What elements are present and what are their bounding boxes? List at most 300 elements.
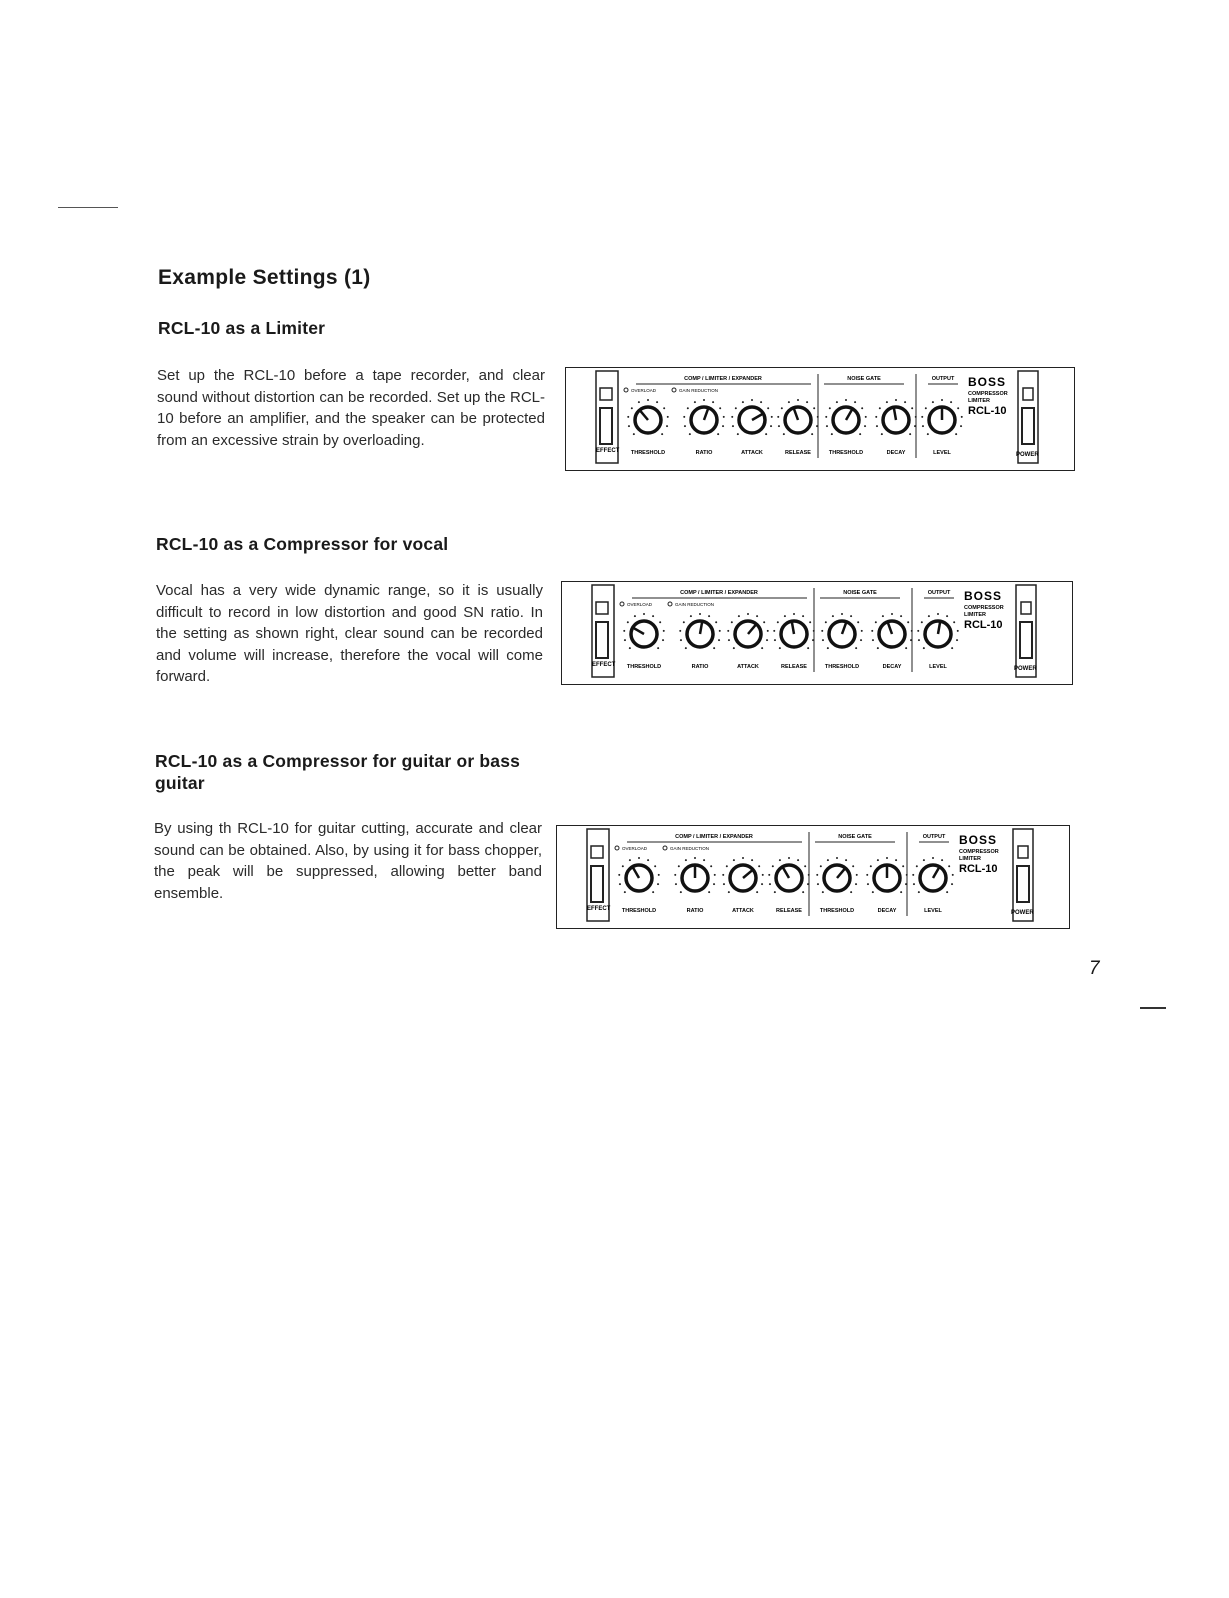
knob-label: DECAY xyxy=(882,664,902,670)
knob-tick xyxy=(917,630,919,632)
knob-tick xyxy=(690,615,692,617)
knob-tick xyxy=(687,407,689,409)
knob-tick xyxy=(747,613,749,615)
knob-tick xyxy=(722,425,724,427)
knob-tick xyxy=(751,399,753,401)
model-name: RCL-10 xyxy=(968,405,1007,417)
knob-tick xyxy=(845,859,847,861)
knob-tick xyxy=(731,621,733,623)
knob-tick xyxy=(689,433,691,435)
knob-tick xyxy=(822,891,824,893)
knob-tick xyxy=(813,630,815,632)
knob-tick xyxy=(829,407,831,409)
knob-label: THRESHOLD xyxy=(819,908,855,914)
knob-tick xyxy=(941,859,943,861)
knob-tick xyxy=(900,891,902,893)
knob-tick xyxy=(760,401,762,403)
knob-tick xyxy=(955,433,957,435)
device-type: COMPRESSOR xyxy=(968,391,1008,397)
knob-tick xyxy=(905,883,907,885)
knob-tick xyxy=(871,630,873,632)
knob-tick xyxy=(932,857,934,859)
knob-tick xyxy=(735,407,737,409)
scan-mark xyxy=(1140,1007,1166,1009)
gain-reduction-led xyxy=(663,846,667,850)
knob-tick xyxy=(816,425,818,427)
knob-tick xyxy=(865,416,867,418)
knob-tick xyxy=(882,615,884,617)
knob-tick xyxy=(961,416,963,418)
knob-tick xyxy=(761,883,763,885)
knob-tick xyxy=(856,874,858,876)
output-section-label: OUTPUT xyxy=(922,834,946,840)
knob-tick xyxy=(864,425,866,427)
brand-logo: BOSS xyxy=(968,375,1007,389)
knob-tick xyxy=(767,630,769,632)
knob-tick xyxy=(855,647,857,649)
knob-tick xyxy=(825,416,827,418)
knob-tick xyxy=(652,615,654,617)
power-label: POWER xyxy=(1014,666,1037,672)
knob-label: LEVEL xyxy=(933,450,951,456)
knob-tick xyxy=(675,883,677,885)
knob-tick xyxy=(777,621,779,623)
knob-tick xyxy=(950,401,952,403)
effect-label: EFFECT xyxy=(596,448,620,454)
effect-label: EFFECT xyxy=(587,906,611,912)
overload-led xyxy=(624,388,628,392)
knob-tick xyxy=(902,865,904,867)
knob-tick xyxy=(797,859,799,861)
knob-tick xyxy=(683,621,685,623)
knob-tick xyxy=(718,639,720,641)
knob-tick xyxy=(914,425,916,427)
section-heading-vocal: RCL-10 as a Compressor for vocal xyxy=(156,534,449,554)
knob-tick xyxy=(723,416,725,418)
section-heading-limiter: RCL-10 as a Limiter xyxy=(158,318,326,338)
knob-tick xyxy=(951,647,953,649)
knob-tick xyxy=(804,865,806,867)
knob-tick xyxy=(875,416,877,418)
knob-tick xyxy=(712,401,714,403)
effect-led xyxy=(596,602,608,614)
knob-tick xyxy=(866,874,868,876)
knob-tick xyxy=(807,883,809,885)
knob-label: ATTACK xyxy=(732,908,754,914)
knob-tick xyxy=(895,859,897,861)
knob-label: ATTACK xyxy=(741,450,763,456)
knob-tick xyxy=(737,433,739,435)
power-switch xyxy=(1022,408,1034,444)
knob-tick xyxy=(683,416,685,418)
knob-tick xyxy=(957,407,959,409)
knob-tick xyxy=(680,891,682,893)
knob-tick xyxy=(647,859,649,861)
gate-section-label: NOISE GATE xyxy=(838,834,872,840)
knob-tick xyxy=(913,883,915,885)
knob-tick xyxy=(797,399,799,401)
page-number: 7 xyxy=(1089,958,1100,979)
knob-tick xyxy=(836,857,838,859)
knob-tick xyxy=(957,630,959,632)
effect-switch xyxy=(600,408,612,444)
device-type: LIMITER xyxy=(964,612,986,618)
effect-led xyxy=(600,388,612,400)
knob-tick xyxy=(719,630,721,632)
knob-tick xyxy=(909,433,911,435)
knob-label: THRESHOLD xyxy=(621,908,657,914)
device-type: LIMITER xyxy=(959,856,981,862)
knob-tick xyxy=(845,399,847,401)
knob-tick xyxy=(855,883,857,885)
knob-tick xyxy=(765,433,767,435)
knob-tick xyxy=(728,639,730,641)
knob-tick xyxy=(638,857,640,859)
brand-logo: BOSS xyxy=(959,833,998,847)
knob-tick xyxy=(733,859,735,861)
knob-tick xyxy=(788,857,790,859)
knob-tick xyxy=(756,891,758,893)
power-led xyxy=(1018,846,1028,858)
knob-tick xyxy=(658,874,660,876)
knob-tick xyxy=(832,615,834,617)
knob-tick xyxy=(870,865,872,867)
knob-label: RATIO xyxy=(686,908,704,914)
knob-tick xyxy=(771,416,773,418)
knob-label: DECAY xyxy=(877,908,897,914)
knob-tick xyxy=(872,639,874,641)
overload-label: OVERLOAD xyxy=(622,846,648,851)
knob-tick xyxy=(633,433,635,435)
model-name: RCL-10 xyxy=(959,863,998,875)
knob-tick xyxy=(946,615,948,617)
power-label: POWER xyxy=(1011,910,1034,916)
knob-label: THRESHOLD xyxy=(630,450,666,456)
knob-tick xyxy=(781,407,783,409)
power-led xyxy=(1021,602,1031,614)
effect-switch xyxy=(591,866,603,902)
knob-tick xyxy=(895,399,897,401)
knob-label: LEVEL xyxy=(924,908,942,914)
knob-tick xyxy=(694,401,696,403)
knob-tick xyxy=(777,416,779,418)
comp-section-label: COMP / LIMITER / EXPANDER xyxy=(684,376,762,382)
panel-drawing xyxy=(557,826,1069,928)
knob-label: THRESHOLD xyxy=(626,664,662,670)
knob-tick xyxy=(875,621,877,623)
knob-tick xyxy=(666,425,668,427)
knob-tick xyxy=(773,630,775,632)
knob-tick xyxy=(768,874,770,876)
knob-tick xyxy=(923,647,925,649)
knob-tick xyxy=(623,630,625,632)
knob-tick xyxy=(946,891,948,893)
knob-tick xyxy=(708,615,710,617)
knob-tick xyxy=(879,407,881,409)
knob-tick xyxy=(772,865,774,867)
gate-section-label: NOISE GATE xyxy=(847,376,881,382)
knob-tick xyxy=(941,399,943,401)
knob-tick xyxy=(915,416,917,418)
knob-tick xyxy=(742,401,744,403)
knob-tick xyxy=(918,891,920,893)
knob-tick xyxy=(667,416,669,418)
knob-tick xyxy=(877,647,879,649)
section-text-limiter: Set up the RCL-10 before a tape recorder, and clear sound without distortion can be recorded. Set up the RCL-10 before an amplifier, and the speaker can be protected from an excessive strain by overloading. xyxy=(157,367,545,449)
knob-tick xyxy=(661,433,663,435)
knob-tick xyxy=(628,425,630,427)
device-type: COMPRESSOR xyxy=(959,849,999,855)
knob-tick xyxy=(717,433,719,435)
knob-tick xyxy=(622,865,624,867)
knob-tick xyxy=(817,883,819,885)
knob-tick xyxy=(881,433,883,435)
knob-tick xyxy=(857,621,859,623)
knob-tick xyxy=(728,891,730,893)
knob-tick xyxy=(904,401,906,403)
knob-tick xyxy=(733,647,735,649)
page-title: Example Settings (1) xyxy=(158,266,371,289)
knob-tick xyxy=(710,865,712,867)
knob-tick xyxy=(629,859,631,861)
knob-tick xyxy=(952,874,954,876)
knob-tick xyxy=(827,859,829,861)
knob-label: THRESHOLD xyxy=(824,664,860,670)
knob-tick xyxy=(708,891,710,893)
knob-tick xyxy=(727,630,729,632)
knob-tick xyxy=(731,416,733,418)
effect-led xyxy=(591,846,603,858)
knob-tick xyxy=(925,407,927,409)
knob-tick xyxy=(948,865,950,867)
knob-tick xyxy=(774,639,776,641)
knob-tick xyxy=(657,647,659,649)
knob-tick xyxy=(951,883,953,885)
comp-section-label: COMP / LIMITER / EXPANDER xyxy=(680,590,758,596)
knob-tick xyxy=(647,399,649,401)
knob-tick xyxy=(674,874,676,876)
knob-tick xyxy=(812,639,814,641)
knob-tick xyxy=(723,883,725,885)
knob-tick xyxy=(918,639,920,641)
knob-tick xyxy=(703,859,705,861)
knob-tick xyxy=(821,630,823,632)
knob-tick xyxy=(699,613,701,615)
knob-tick xyxy=(713,647,715,649)
knob-tick xyxy=(802,615,804,617)
knob-tick xyxy=(911,630,913,632)
knob-tick xyxy=(643,613,645,615)
knob-tick xyxy=(624,639,626,641)
knob-tick xyxy=(923,859,925,861)
knob-tick xyxy=(758,865,760,867)
section-text-guitar: By using th RCL-10 for guitar cutting, accurate and clear sound can be obtained. Also, by using it for bass chopper, the peak will be suppressed, allowing better band ensemble. xyxy=(154,820,542,902)
knob-tick xyxy=(912,874,914,876)
knob-tick xyxy=(876,425,878,427)
model-name: RCL-10 xyxy=(964,619,1003,631)
knob-tick xyxy=(694,857,696,859)
knob-tick xyxy=(732,425,734,427)
knob-tick xyxy=(659,621,661,623)
knob-tick xyxy=(703,399,705,401)
knob-tick xyxy=(822,639,824,641)
knob-tick xyxy=(813,407,815,409)
knob-tick xyxy=(662,639,664,641)
knob-tick xyxy=(678,865,680,867)
overload-led xyxy=(615,846,619,850)
knob-tick xyxy=(629,647,631,649)
output-section-label: OUTPUT xyxy=(927,590,951,596)
knob-tick xyxy=(685,859,687,861)
knob-tick xyxy=(761,647,763,649)
knob-tick xyxy=(960,425,962,427)
knob-tick xyxy=(738,615,740,617)
knob-tick xyxy=(806,401,808,403)
knob-tick xyxy=(916,865,918,867)
knob-tick xyxy=(861,407,863,409)
power-switch xyxy=(1020,622,1032,658)
knob-tick xyxy=(766,639,768,641)
power-led xyxy=(1023,388,1033,400)
knob-tick xyxy=(891,613,893,615)
knob-tick xyxy=(854,401,856,403)
overload-label: OVERLOAD xyxy=(627,602,653,607)
rcl10-panel-limiter xyxy=(565,367,1075,471)
knob-tick xyxy=(905,647,907,649)
comp-section-label: COMP / LIMITER / EXPANDER xyxy=(675,834,753,840)
knob-tick xyxy=(911,407,913,409)
knob-tick xyxy=(817,416,819,418)
knob-tick xyxy=(663,407,665,409)
knob-tick xyxy=(922,425,924,427)
knob-tick xyxy=(685,647,687,649)
knob-tick xyxy=(860,639,862,641)
device-type: COMPRESSOR xyxy=(964,605,1004,611)
knob-tick xyxy=(850,891,852,893)
knob-tick xyxy=(886,857,888,859)
knob-tick xyxy=(715,621,717,623)
knob-tick xyxy=(778,425,780,427)
knob-tick xyxy=(793,613,795,615)
knob-tick xyxy=(774,891,776,893)
knob-tick xyxy=(811,433,813,435)
rcl10-panel-guitar xyxy=(556,825,1070,929)
knob-tick xyxy=(956,639,958,641)
knob-label: THRESHOLD xyxy=(828,450,864,456)
knob-tick xyxy=(836,401,838,403)
knob-tick xyxy=(825,621,827,623)
knob-tick xyxy=(900,615,902,617)
gain-reduction-label: GAIN REDUCTION xyxy=(675,602,715,607)
knob-tick xyxy=(788,401,790,403)
knob-tick xyxy=(826,425,828,427)
knob-label: LEVEL xyxy=(929,664,947,670)
gate-section-label: NOISE GATE xyxy=(843,590,877,596)
knob-tick xyxy=(779,859,781,861)
gain-reduction-led xyxy=(668,602,672,606)
knob-tick xyxy=(638,401,640,403)
section-heading-guitar: RCL-10 as a Compressor for guitar or bass guitar xyxy=(155,751,521,793)
knob-tick xyxy=(886,401,888,403)
knob-tick xyxy=(808,874,810,876)
panel-drawing xyxy=(566,368,1074,470)
knob-label: RATIO xyxy=(691,664,709,670)
knob-tick xyxy=(784,615,786,617)
gain-reduction-label: GAIN REDUCTION xyxy=(679,388,719,393)
knob-tick xyxy=(663,630,665,632)
rcl10-panel-vocal xyxy=(561,581,1073,685)
knob-tick xyxy=(807,647,809,649)
knob-tick xyxy=(742,857,744,859)
knob-tick xyxy=(726,865,728,867)
knob-tick xyxy=(937,613,939,615)
device-type: LIMITER xyxy=(968,398,990,404)
knob-tick xyxy=(763,621,765,623)
gain-reduction-label: GAIN REDUCTION xyxy=(670,846,710,851)
knob-tick xyxy=(910,639,912,641)
overload-led xyxy=(620,602,624,606)
knob-tick xyxy=(652,891,654,893)
knob-tick xyxy=(953,621,955,623)
knob-tick xyxy=(684,425,686,427)
knob-tick xyxy=(627,621,629,623)
brand-logo: BOSS xyxy=(964,589,1003,603)
knob-tick xyxy=(767,407,769,409)
knob-tick xyxy=(619,883,621,885)
knob-tick xyxy=(802,891,804,893)
knob-tick xyxy=(783,433,785,435)
knob-tick xyxy=(841,613,843,615)
knob-tick xyxy=(877,859,879,861)
knob-label: RATIO xyxy=(695,450,713,456)
knob-tick xyxy=(713,883,715,885)
knob-tick xyxy=(872,891,874,893)
knob-tick xyxy=(654,865,656,867)
knob-tick xyxy=(770,425,772,427)
knob-tick xyxy=(927,433,929,435)
section-text-vocal: Vocal has a very wide dynamic range, so it is usually difficult to record in low distortion and good SN ratio. In the setting as shown right, clear sound can be recorded and volume will increase, therefore the vocal will come forward. xyxy=(156,582,543,685)
knob-tick xyxy=(809,621,811,623)
knob-tick xyxy=(657,883,659,885)
knob-tick xyxy=(827,647,829,649)
knob-tick xyxy=(859,433,861,435)
output-section-label: OUTPUT xyxy=(931,376,955,382)
knob-tick xyxy=(680,639,682,641)
gain-reduction-led xyxy=(672,388,676,392)
knob-tick xyxy=(867,883,869,885)
knob-tick xyxy=(831,433,833,435)
knob-tick xyxy=(820,865,822,867)
knob-label: DECAY xyxy=(886,450,906,456)
knob-tick xyxy=(928,615,930,617)
knob-tick xyxy=(618,874,620,876)
knob-tick xyxy=(679,630,681,632)
knob-tick xyxy=(907,621,909,623)
knob-tick xyxy=(656,401,658,403)
knob-tick xyxy=(719,407,721,409)
power-switch xyxy=(1017,866,1029,902)
knob-tick xyxy=(921,416,923,418)
knob-label: ATTACK xyxy=(737,664,759,670)
knob-tick xyxy=(850,615,852,617)
knob-tick xyxy=(634,615,636,617)
effect-label: EFFECT xyxy=(592,662,616,668)
power-label: POWER xyxy=(1016,452,1039,458)
knob-tick xyxy=(751,859,753,861)
scan-mark xyxy=(58,207,118,208)
knob-tick xyxy=(627,416,629,418)
knob-tick xyxy=(624,891,626,893)
